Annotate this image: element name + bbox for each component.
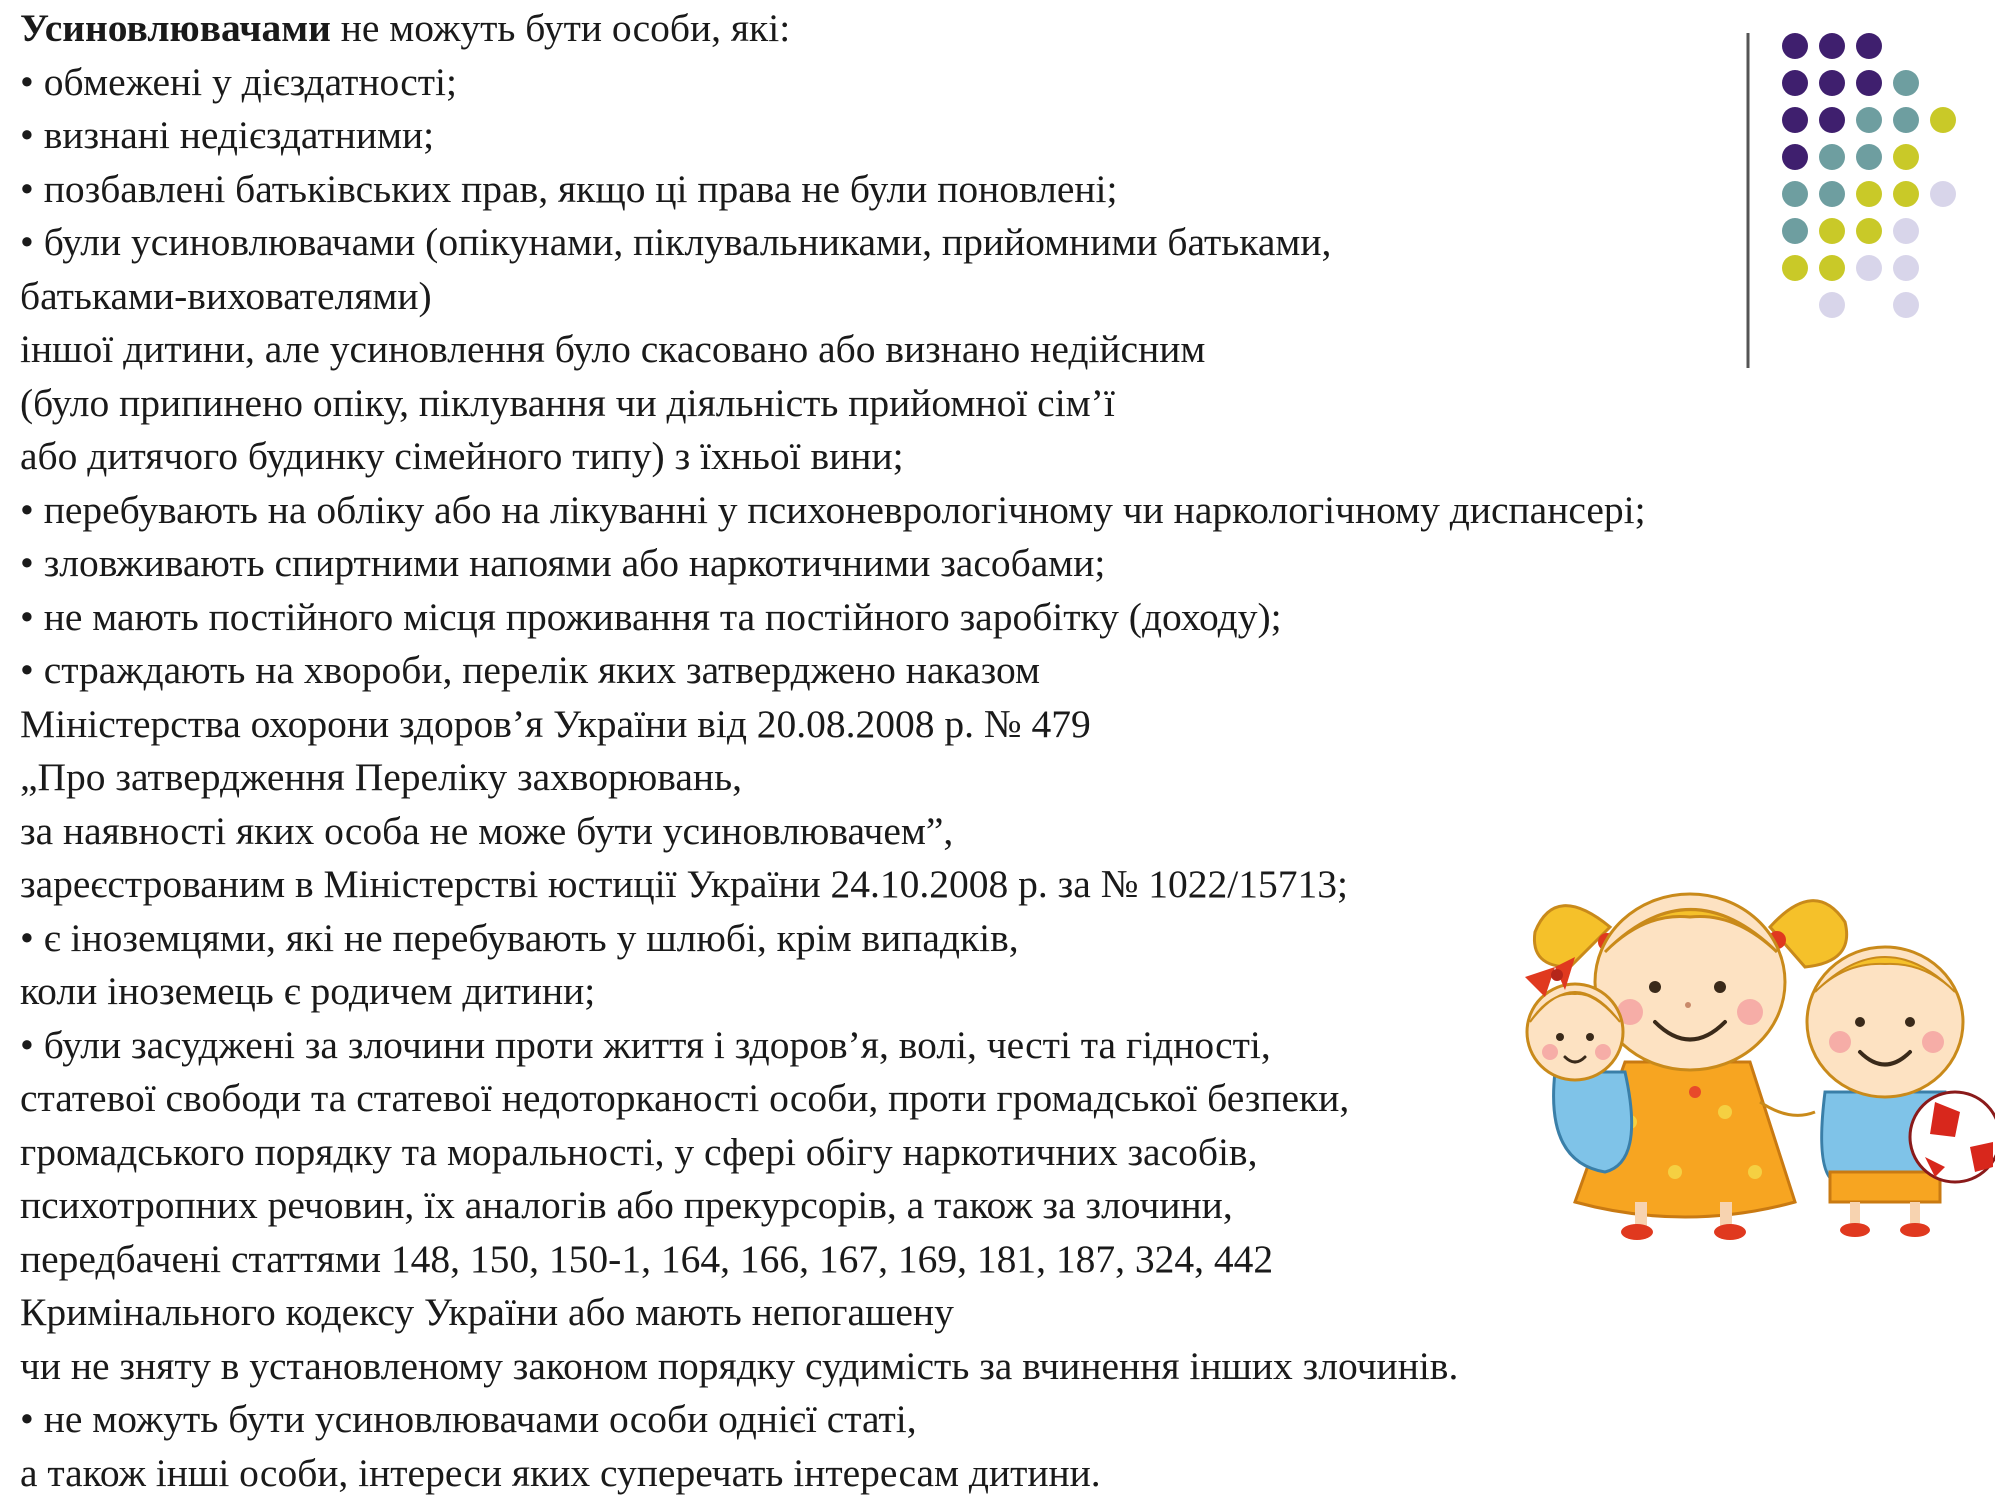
boy-figure (1807, 947, 1995, 1237)
text-line: батьками-вихователями) (20, 273, 432, 318)
decorative-dot (1819, 144, 1845, 170)
text-line: іншої дитини, але усиновлення було скасовано або визнано недійсним (20, 327, 1206, 371)
text-line: Міністерства охорони здоров’я України від 20.08.2008 р. № 479 (20, 701, 1091, 746)
decorative-dot (1782, 70, 1808, 96)
decorative-dot (1930, 107, 1956, 133)
decorative-dot (1819, 33, 1845, 59)
text-line: за наявності яких особа не може бути усиновлювачем”, (20, 808, 954, 853)
text-line: • були усиновлювачами (опікунами, піклувальниками, прийомними батьками, (20, 220, 1332, 264)
text-line: статевої свободи та статевої недоторканості особи, проти громадської безпеки, (20, 1076, 1350, 1120)
text-line: • не можуть бути усиновлювачами особи однієї статі, (20, 1397, 917, 1441)
text-line: • зловживають спиртними напоями або наркотичними засобами; (20, 541, 1106, 585)
text-line: • не мають постійного місця проживання та постійного заробітку (доходу); (20, 594, 1282, 639)
decorative-dot (1819, 70, 1845, 96)
decorative-dot (1819, 107, 1845, 133)
decorative-dot (1856, 255, 1882, 281)
heading-bold: Усиновлювачами (20, 6, 331, 50)
decorative-dot (1856, 33, 1882, 59)
text-line: (було припинено опіку, піклування чи діяльність прийомної сім’ї (20, 380, 1115, 425)
decorative-dot (1819, 181, 1845, 207)
text-line: передбачені статтями 148, 150, 150-1, 164, 166, 167, 169, 181, 187, 324, 442 (20, 1236, 1274, 1281)
heading-rest: не можуть бути особи, які: (330, 6, 791, 50)
text-line: • визнані недієздатними; (20, 113, 435, 157)
decorative-dot (1819, 218, 1845, 244)
decorative-dot (1856, 70, 1882, 96)
heading-line (20, 2, 1980, 56)
decorative-dot (1893, 107, 1919, 133)
text-line: або дитячого будинку сімейного типу) з їхньої вини; (20, 434, 904, 478)
text-line: коли іноземець є родичем дитини; (20, 969, 596, 1013)
dot-grid-decoration (1735, 28, 1975, 373)
text-line: • перебувають на обліку або на лікуванні у психоневрологічному чи наркологічному диспансері; (20, 487, 1646, 532)
decorative-dot (1819, 255, 1845, 281)
decorative-dot (1782, 144, 1808, 170)
decorative-dot (1930, 181, 1956, 207)
text-line: „Про затвердження Переліку захворювань, (20, 755, 742, 799)
decorative-dot (1893, 144, 1919, 170)
text-line: Кримінального кодексу України або мають непогашену (20, 1290, 954, 1334)
decorative-dot (1893, 181, 1919, 207)
text-line: • страждають на хвороби, перелік яких затверджено наказом (20, 648, 1040, 692)
decorative-dot (1782, 33, 1808, 59)
decorative-dot (1782, 218, 1808, 244)
text-line: зареєстрованим в Міністерстві юстиції України 24.10.2008 р. за № 1022/15713; (20, 862, 1348, 906)
decorative-dot (1893, 70, 1919, 96)
text-line: • обмежені у дієздатності; (20, 59, 458, 104)
text-line: • були засуджені за злочини проти життя і здоров’я, волі, честі та гідності, (20, 1022, 1271, 1067)
text-line: громадського порядку та моральності, у сфері обігу наркотичних засобів, (20, 1129, 1258, 1174)
decorative-dot (1893, 255, 1919, 281)
text-line: чи не зняту в установленому законом порядку судимість за вчинення інших злочинів. (20, 1343, 1459, 1388)
text-line: психотропних речовин, їх аналогів або прекурсорів, а також за злочини, (20, 1183, 1233, 1227)
children-illustration (1515, 872, 1995, 1242)
text-line: а також інші особи, інтереси яких суперечать інтересам дитини. (20, 1450, 1101, 1495)
adoption-restrictions-text (20, 2, 1980, 1500)
decorative-dot (1856, 107, 1882, 133)
decorative-dot (1893, 292, 1919, 318)
decorative-dot (1893, 218, 1919, 244)
decorative-dot (1856, 181, 1882, 207)
text-line: • позбавлені батьківських прав, якщо ці права не були поновлені; (20, 166, 1118, 211)
decorative-dot (1782, 181, 1808, 207)
decorative-dot (1856, 218, 1882, 244)
decorative-dot (1856, 144, 1882, 170)
decorative-dot (1819, 292, 1845, 318)
decorative-dot (1782, 255, 1808, 281)
text-line: • є іноземцями, які не перебувають у шлюбі, крім випадків, (20, 915, 1019, 960)
decorative-dot (1782, 107, 1808, 133)
